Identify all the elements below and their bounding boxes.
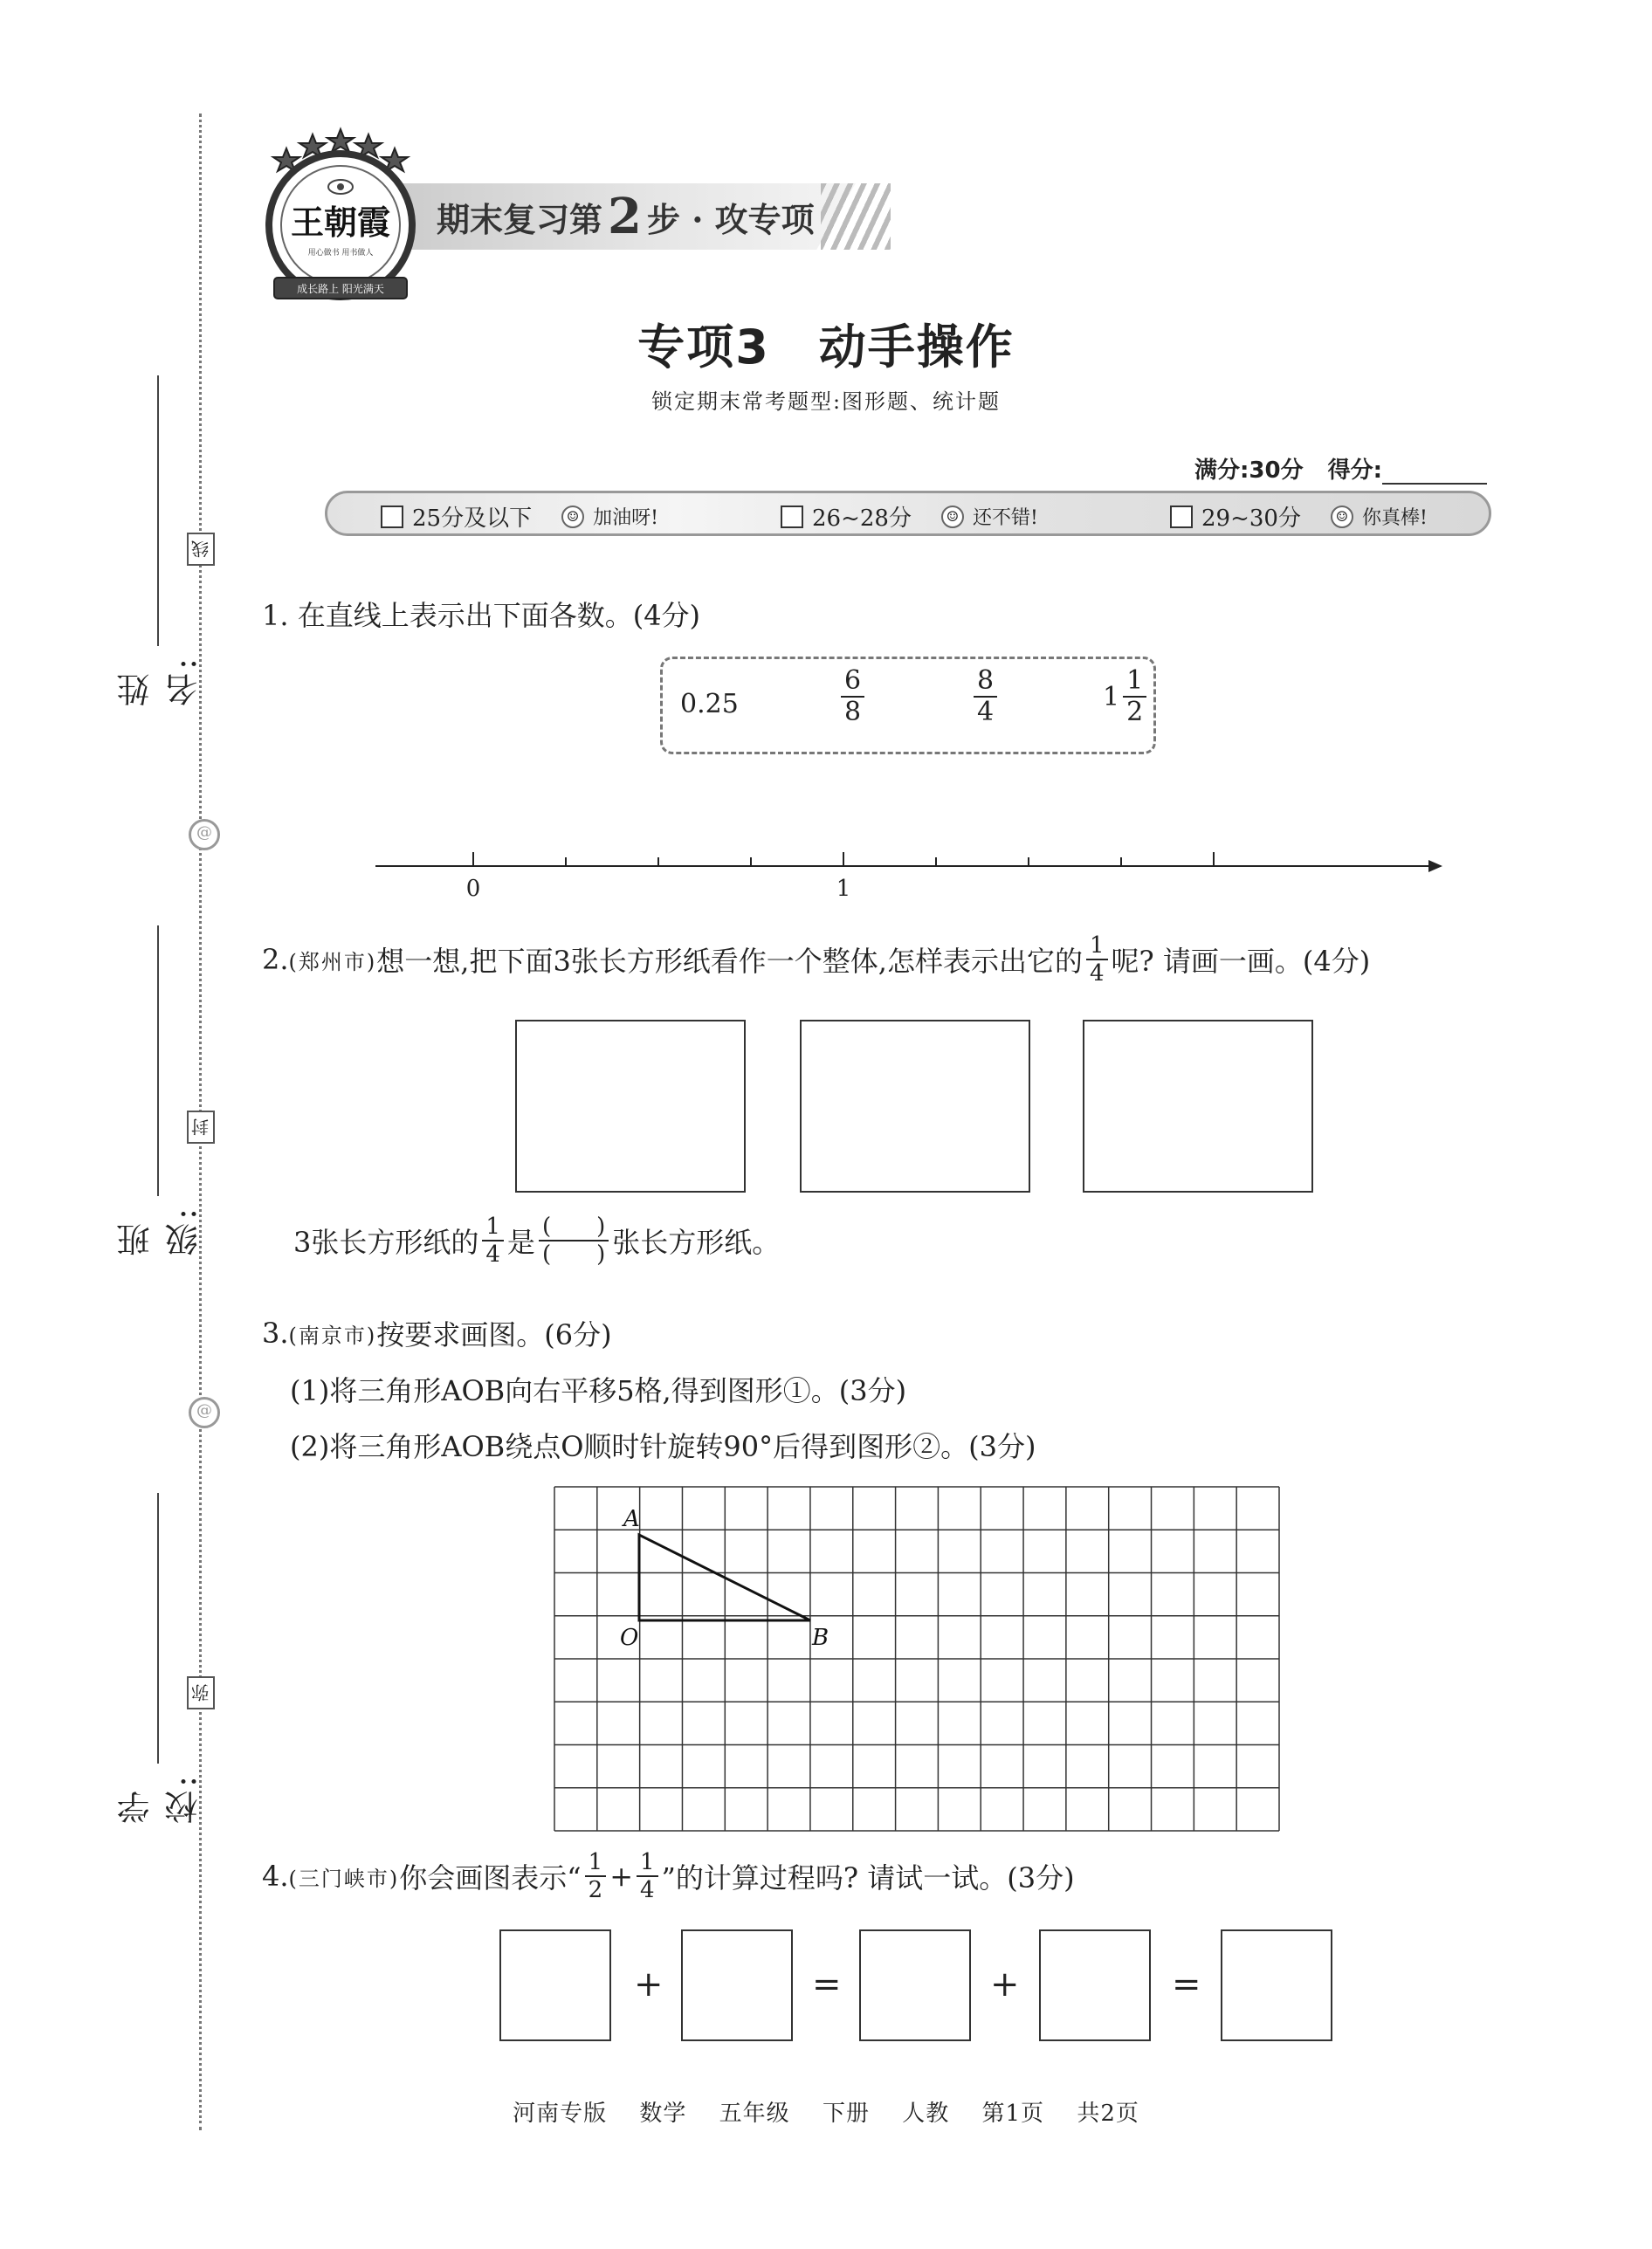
fraction-denominator: 8 bbox=[844, 697, 862, 727]
question-number: 2. bbox=[262, 943, 289, 976]
question-source: (郑州市) bbox=[288, 949, 377, 974]
level-checkbox[interactable] bbox=[381, 506, 403, 528]
name-label: 姓名: bbox=[117, 655, 203, 706]
fraction-denominator: 4 bbox=[640, 1877, 655, 1903]
question-number: 3. bbox=[262, 1317, 289, 1350]
class-label: 班级: bbox=[117, 1205, 203, 1256]
question-text: 想一想,把下面3张长方形纸看作一个整体,怎样表示出它的 bbox=[376, 945, 1083, 978]
mixed-whole: 1 bbox=[1103, 681, 1120, 712]
class-underline[interactable] bbox=[157, 925, 159, 1196]
question-4 bbox=[262, 1851, 1075, 1902]
level-checkbox[interactable] bbox=[1170, 506, 1193, 528]
question-number: 4. bbox=[262, 1860, 289, 1893]
point-label-b: B bbox=[812, 1625, 829, 1651]
footer-page: 第1页 bbox=[981, 2101, 1045, 2127]
fraction-numerator: 1 bbox=[1089, 932, 1105, 959]
question-text-end: 呢? 请画一画。(4分) bbox=[1111, 945, 1371, 978]
blank-denominator[interactable]: ( ) bbox=[541, 1241, 606, 1268]
fraction-denominator: 4 bbox=[1089, 960, 1105, 987]
drawing-box-5[interactable] bbox=[1221, 1929, 1332, 2041]
mixed-number bbox=[1103, 665, 1150, 727]
footer-volume: 下册 bbox=[822, 2101, 870, 2127]
operator-plus: + bbox=[990, 1964, 1020, 2005]
question-source: (三门峡市) bbox=[288, 1866, 400, 1891]
drawing-grid[interactable] bbox=[554, 1486, 1280, 1832]
axis-label-one: 1 bbox=[836, 876, 851, 899]
page-subtitle: 锁定期末常考题型:图形题、统计题 bbox=[650, 389, 1002, 414]
score-line bbox=[1194, 452, 1487, 485]
answer-text: 3张长方形纸的 bbox=[293, 1226, 479, 1259]
banner-step: 2 bbox=[608, 188, 642, 245]
cut-mark-line: 线 bbox=[187, 533, 215, 566]
plus-sign: + bbox=[609, 1860, 633, 1893]
operator-equals: = bbox=[812, 1964, 842, 2005]
question-3 bbox=[262, 1313, 612, 1353]
page-footer bbox=[0, 2095, 1652, 2128]
fraction-denominator: 4 bbox=[977, 697, 995, 727]
logo-ribbon: 成长路上 阳光满天 bbox=[297, 283, 384, 295]
fraction-numerator: 1 bbox=[640, 1849, 655, 1875]
name-underline[interactable] bbox=[157, 375, 159, 646]
swirl-icon: @ bbox=[189, 1397, 220, 1428]
question-source: (南京市) bbox=[288, 1323, 377, 1348]
operator-equals: = bbox=[1172, 1964, 1201, 2005]
number-box bbox=[660, 657, 1156, 754]
question-2-answer bbox=[293, 1215, 780, 1266]
number-line[interactable] bbox=[375, 838, 1458, 899]
fraction-numerator: 1 bbox=[1126, 665, 1144, 696]
question-text: 你会画图表示“ bbox=[399, 1861, 582, 1895]
level-message: 你真棒! bbox=[1361, 507, 1428, 529]
face-icon: ☺ bbox=[561, 506, 584, 528]
fraction-numerator: 1 bbox=[588, 1849, 603, 1875]
question-text-end: ”的计算过程吗? 请试一试。(3分) bbox=[661, 1861, 1075, 1895]
footer-total: 共2页 bbox=[1077, 2101, 1139, 2127]
decimal-number: 0.25 bbox=[680, 689, 739, 719]
face-icon: ☺ bbox=[1331, 506, 1353, 528]
level-message: 还不错! bbox=[972, 507, 1038, 529]
drawing-box-4[interactable] bbox=[1039, 1929, 1151, 2041]
question-2 bbox=[262, 934, 1370, 985]
banner-title bbox=[437, 190, 815, 243]
fraction-denominator: 2 bbox=[588, 1877, 603, 1903]
question-3-sub-1: (1)将三角形AOB向右平移5格,得到图形①。(3分) bbox=[290, 1374, 907, 1407]
drawing-box-1[interactable] bbox=[499, 1929, 611, 2041]
paper-rectangle-2[interactable] bbox=[800, 1020, 1030, 1193]
footer-grade: 五年级 bbox=[719, 2101, 790, 2127]
question-text: 按要求画图。(6分) bbox=[376, 1318, 612, 1351]
logo-text: 王朝霞 bbox=[290, 203, 391, 242]
fraction-numerator: 6 bbox=[844, 665, 862, 696]
answer-blank-fraction[interactable] bbox=[539, 1215, 609, 1266]
got-score bbox=[1328, 452, 1487, 485]
score-level-3 bbox=[1170, 500, 1428, 533]
score-level-2 bbox=[781, 500, 1038, 533]
drawing-box-2[interactable] bbox=[681, 1929, 793, 2041]
logo-motto: 用心做书 用书做人 bbox=[307, 249, 374, 258]
question-1: 1. 在直线上表示出下面各数。(4分) bbox=[262, 599, 701, 632]
answer-text-end: 张长方形纸。 bbox=[612, 1226, 781, 1259]
operator-plus: + bbox=[634, 1964, 664, 2005]
page-title: 专项3 动手操作 bbox=[637, 320, 1015, 375]
got-score-blank[interactable] bbox=[1382, 458, 1487, 485]
score-level-1 bbox=[381, 500, 658, 533]
fraction-denominator: 4 bbox=[485, 1241, 500, 1268]
level-message: 加油呀! bbox=[593, 507, 658, 529]
level-range: 29~30分 bbox=[1201, 506, 1301, 532]
brand-logo bbox=[253, 122, 428, 306]
footer-publisher: 人教 bbox=[902, 2101, 950, 2127]
level-range: 25分及以下 bbox=[412, 506, 533, 532]
cut-mark-seal: 封 bbox=[187, 1111, 215, 1144]
school-label: 学校: bbox=[117, 1772, 203, 1824]
paper-rectangle-3[interactable] bbox=[1083, 1020, 1313, 1193]
banner-suffix: 步 · 攻专项 bbox=[646, 199, 815, 239]
banner-stripes bbox=[821, 183, 891, 250]
point-label-o: O bbox=[620, 1625, 639, 1651]
face-icon: ☺ bbox=[941, 506, 964, 528]
arrow-icon bbox=[1428, 860, 1442, 872]
question-3-sub-2: (2)将三角形AOB绕点O顺时针旋转90°后得到图形②。(3分) bbox=[290, 1430, 1036, 1463]
footer-subject: 数学 bbox=[639, 2101, 687, 2127]
footer-edition: 河南专版 bbox=[513, 2101, 608, 2127]
cut-mark-close: 弥 bbox=[187, 1676, 215, 1709]
answer-text-is: 是 bbox=[506, 1226, 535, 1259]
fraction-numerator: 1 bbox=[485, 1214, 500, 1240]
paper-rectangle-1[interactable] bbox=[515, 1020, 746, 1193]
school-underline[interactable] bbox=[157, 1493, 159, 1764]
fraction-denominator: 2 bbox=[1126, 697, 1144, 727]
got-score-label: 得分: bbox=[1327, 457, 1382, 484]
full-score-label: 满分:30分 bbox=[1194, 457, 1304, 484]
axis-label-zero: 0 bbox=[465, 876, 481, 899]
level-checkbox[interactable] bbox=[781, 506, 803, 528]
banner-prefix: 期末复习第 bbox=[437, 199, 603, 239]
fraction-six-eighths bbox=[837, 665, 868, 727]
blank-numerator[interactable]: ( ) bbox=[541, 1214, 606, 1240]
drawing-box-3[interactable] bbox=[859, 1929, 971, 2041]
swirl-icon: @ bbox=[189, 819, 220, 850]
level-range: 26~28分 bbox=[812, 506, 912, 532]
point-label-a: A bbox=[623, 1506, 640, 1532]
fraction-numerator: 8 bbox=[977, 665, 995, 696]
fraction-eight-fourths bbox=[970, 665, 1001, 727]
